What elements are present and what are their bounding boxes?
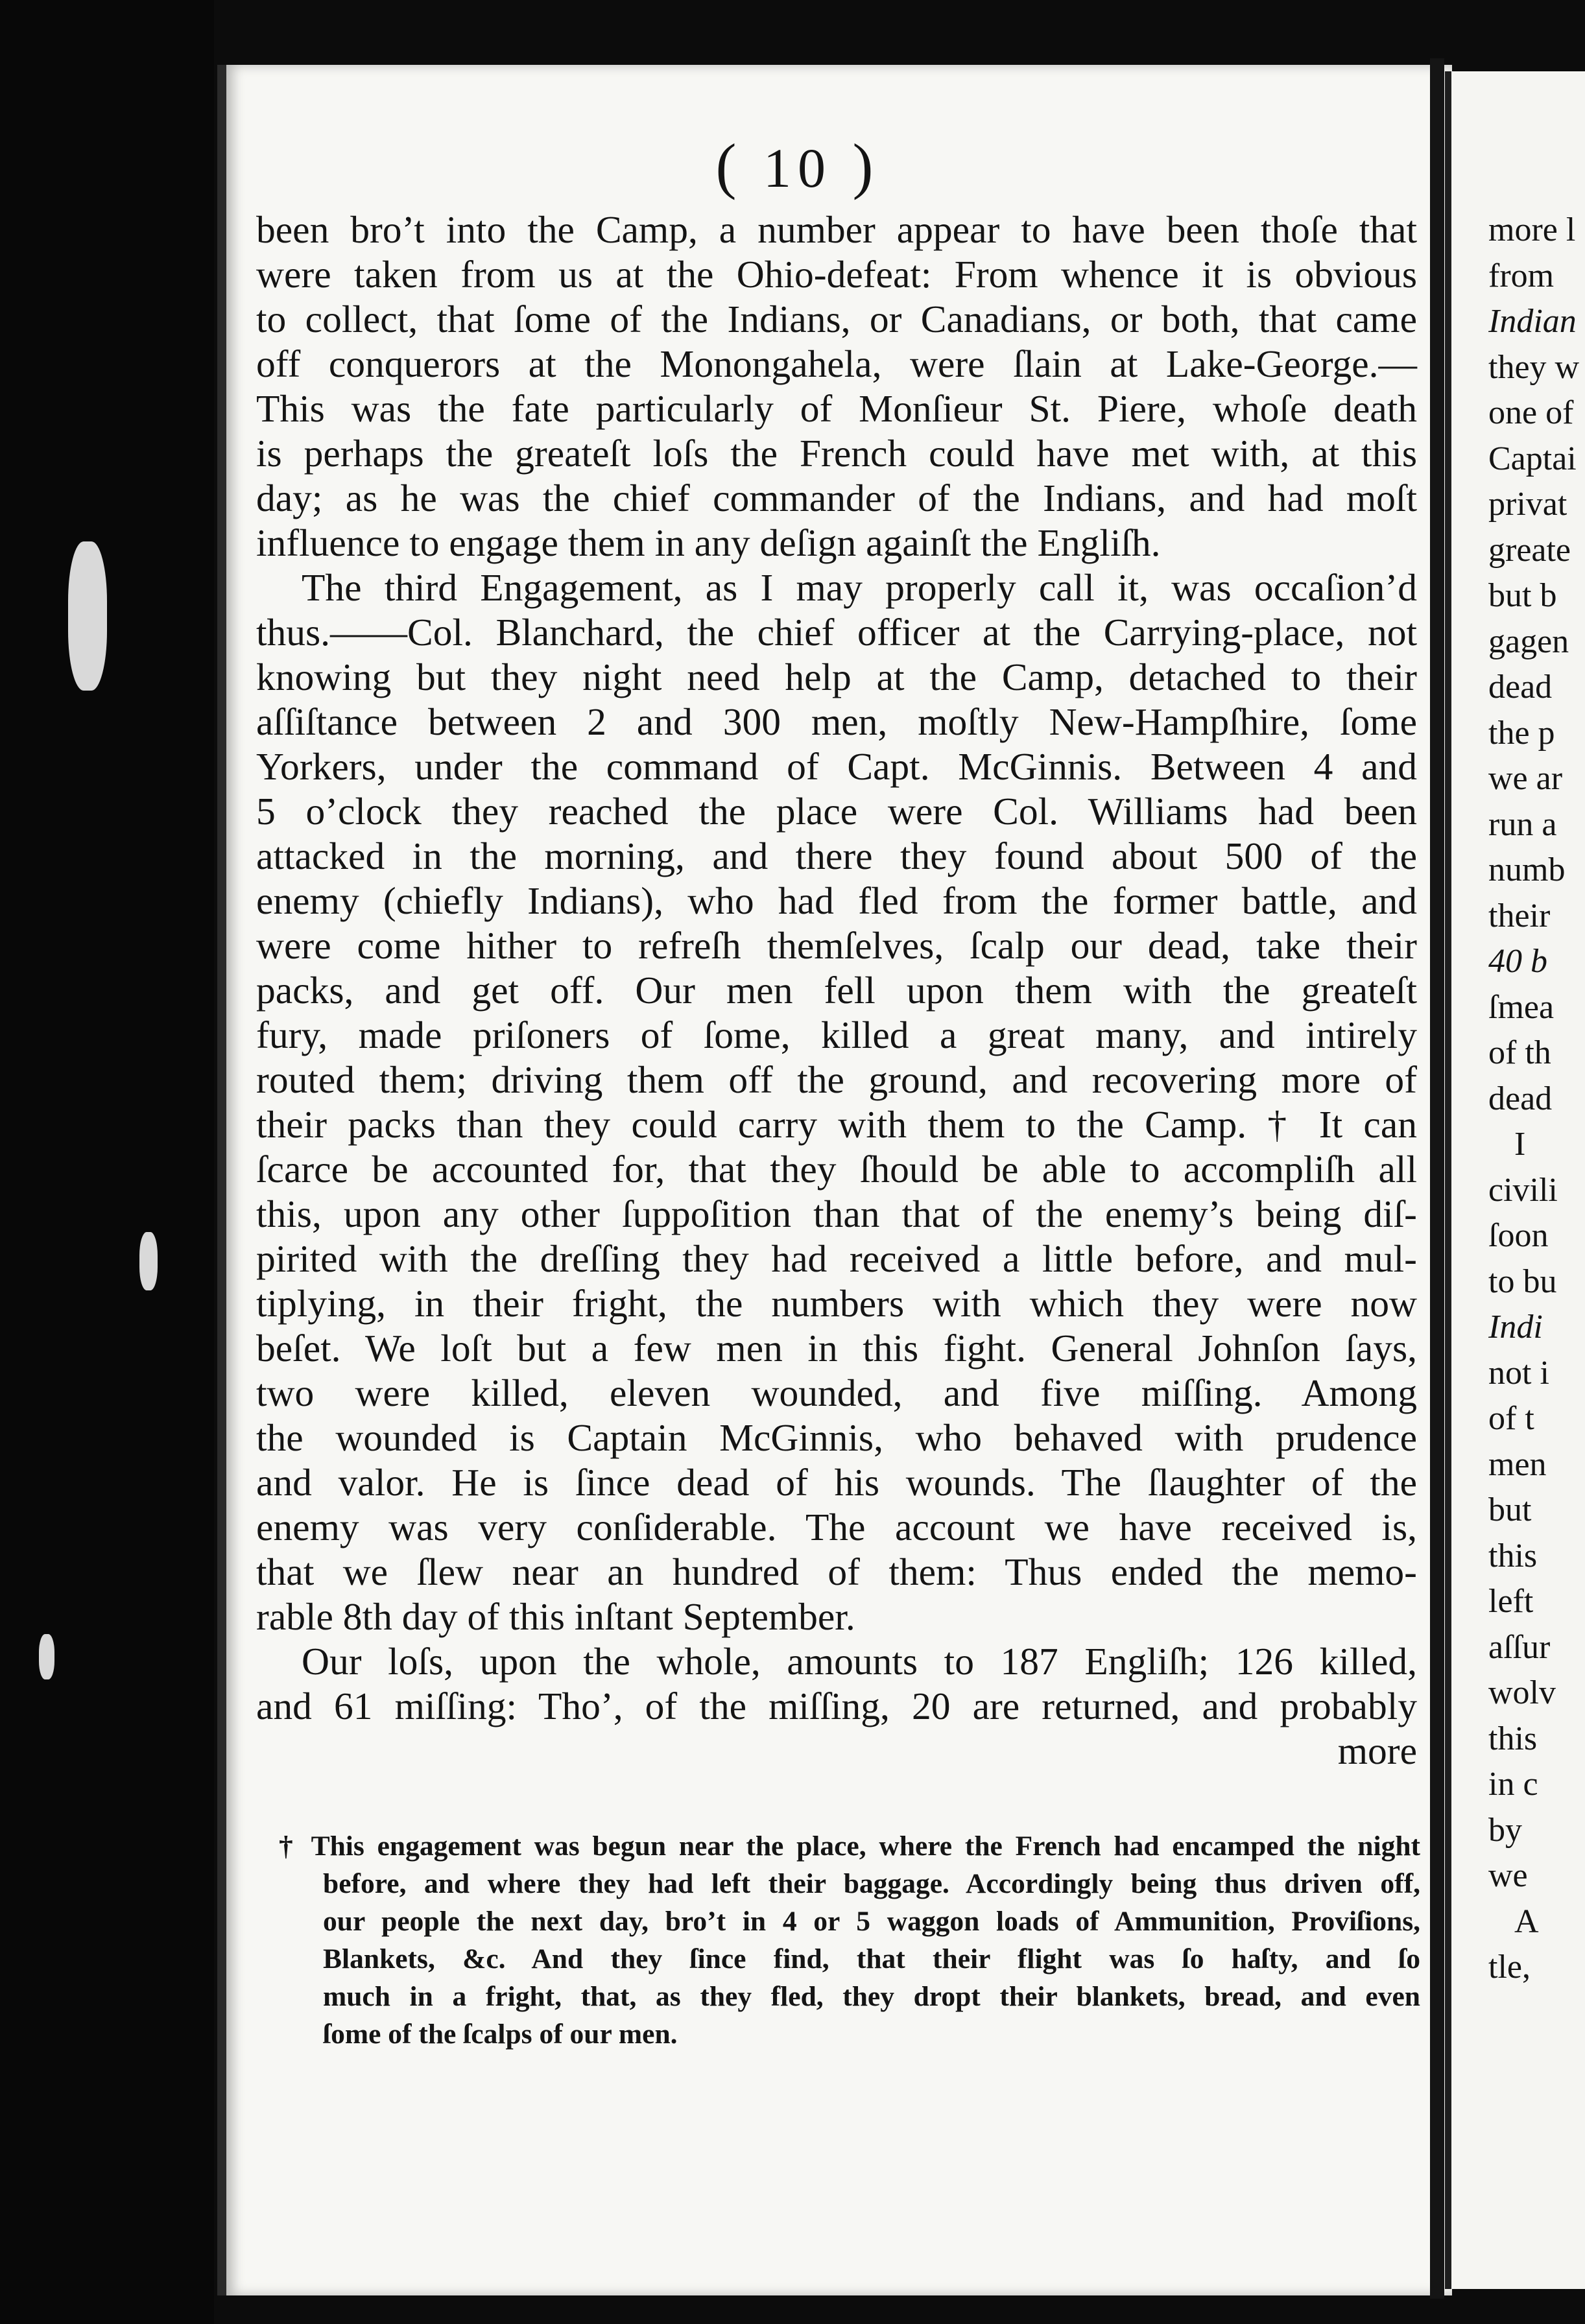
text-line: This was the fate particularly of Monſieur St. Piere, whoſe death	[256, 387, 1417, 430]
facing-line: privat	[1488, 486, 1567, 523]
text-line: day; as he was the chief commander of the Indians, and had moſt	[256, 477, 1417, 519]
facing-line: civili	[1488, 1171, 1558, 1209]
paper-fragment	[139, 1232, 158, 1290]
text-line: fury, made priſoners of ſome, killed a great many, and intirely	[256, 1014, 1417, 1056]
text-line: pirited with the dreſſing they had received a little before, and mul-	[256, 1237, 1417, 1280]
facing-line: wolv	[1488, 1674, 1556, 1711]
text-line: were come hither to refreſh themſelves, ſcalp our dead, take their	[256, 924, 1417, 967]
facing-line: this	[1488, 1720, 1538, 1757]
text-line: two were killed, eleven wounded, and five miſſing. Among	[256, 1371, 1417, 1414]
page-number	[649, 130, 947, 202]
footnote-line: before, and where they had left their baggage. Accordingly being thus driven off,	[323, 1868, 1420, 1899]
facing-line: this	[1488, 1537, 1538, 1574]
facing-page-text	[1488, 208, 1585, 1991]
facing-line: but b	[1488, 577, 1557, 614]
paper-fragment	[68, 541, 107, 691]
facing-line: A	[1514, 1903, 1539, 1940]
facing-line: more l	[1488, 211, 1576, 248]
text-line: were taken from us at the Ohio-defeat: From whence it is obvious	[256, 253, 1417, 296]
catchword: more	[1337, 1729, 1417, 1772]
facing-line: of t	[1488, 1400, 1534, 1437]
text-line: this, upon any other ſuppoſition than that of the enemy’s being diſ-	[256, 1192, 1417, 1235]
text-line: rable 8th day of this inſtant September.	[256, 1595, 855, 1638]
facing-line: 40 b	[1488, 943, 1547, 980]
page-edge-shadow	[1430, 58, 1444, 2299]
facing-line: in c	[1488, 1766, 1538, 1803]
text-line: Yorkers, under the command of Capt. McGinnis. Between 4 and	[256, 745, 1417, 788]
text-line: packs, and get off. Our men fell upon them with the greateſt	[256, 969, 1417, 1012]
text-line: attacked in the morning, and there they found about 500 of the	[256, 835, 1417, 877]
facing-line: of th	[1488, 1034, 1551, 1071]
facing-line: ſoon	[1488, 1217, 1549, 1254]
facing-line: Captai	[1488, 440, 1577, 477]
footnote-line: ſome of the ſcalps of our men.	[323, 2019, 678, 2050]
footnote-line: our people the next day, bro’t in 4 or 5 waggon loads of Ammunition, Proviſions,	[323, 1906, 1420, 1937]
text-line: The third Engagement, as I may properly call it, was occaſion’d	[302, 566, 1417, 609]
page-number-value: 10	[763, 137, 832, 199]
facing-line: dead	[1488, 669, 1553, 706]
facing-line: by	[1488, 1811, 1522, 1849]
footnote-line: Blankets, &c. And they ſince find, that their flight was ſo haſty, and ſo	[323, 1943, 1420, 1974]
text-line: thus.——Col. Blanchard, the chief officer at the Carrying-place, not	[256, 611, 1417, 654]
facing-line: numb	[1488, 851, 1566, 888]
text-line: knowing but they night need help at the Camp, detached to their	[256, 656, 1417, 698]
facing-line: one of	[1488, 394, 1574, 431]
facing-line: tle,	[1488, 1949, 1531, 1986]
main-text-column	[256, 208, 1417, 1773]
facing-line: they w	[1488, 348, 1580, 386]
text-line: that we ſlew near an hundred of them: Thus ended the memo-	[256, 1550, 1417, 1593]
text-line: to collect, that ſome of the Indians, or Canadians, or both, that came	[256, 298, 1417, 340]
facing-line: their	[1488, 897, 1551, 934]
footnote-line: † This engagement was begun near the place, where the French had encamped the night	[279, 1831, 1420, 1862]
facing-line: ſmea	[1488, 988, 1555, 1026]
facing-line: left	[1488, 1583, 1534, 1620]
facing-line: greate	[1488, 531, 1571, 569]
page-number-open-paren: (	[715, 131, 743, 200]
text-line: off conquerors at the Monongahela, were ſlain at Lake-George.—	[256, 342, 1417, 385]
facing-line: the p	[1488, 714, 1555, 752]
text-line: 5 o’clock they reached the place were Col. Williams had been	[256, 790, 1417, 833]
footnote	[279, 1827, 1420, 2053]
text-line: enemy (chiefly Indians), who had fled from the former battle, and	[256, 879, 1417, 922]
facing-line: I	[1514, 1126, 1526, 1163]
facing-line: but	[1488, 1491, 1532, 1528]
text-line: aſſiſtance between 2 and 300 men, moſtly New-Hampſhire, ſome	[256, 700, 1417, 743]
text-line: Our loſs, upon the whole, amounts to 187 Engliſh; 126 killed,	[302, 1640, 1417, 1683]
facing-line: to bu	[1488, 1263, 1557, 1300]
text-line: ſcarce be accounted for, that they ſhould be able to accompliſh all	[256, 1148, 1417, 1191]
facing-line: dead	[1488, 1080, 1553, 1117]
facing-line: from	[1488, 257, 1555, 294]
text-line: is perhaps the greateſt loſs the French could have met with, at this	[256, 432, 1417, 475]
text-line: and 61 miſſing: Tho’, of the miſſing, 20 are returned, and probably	[256, 1685, 1417, 1727]
text-line: beſet. We loſt but a few men in this fight. General Johnſon ſays,	[256, 1327, 1417, 1370]
facing-line: men	[1488, 1445, 1547, 1483]
facing-line: run a	[1488, 805, 1557, 843]
text-line: been bro’t into the Camp, a number appear to have been thoſe that	[256, 208, 1417, 251]
facing-line: not i	[1488, 1354, 1549, 1392]
facing-line: aſſur	[1488, 1628, 1551, 1666]
facing-line: we	[1488, 1857, 1528, 1894]
text-line: influence to engage them in any deſign againſt the Engliſh.	[256, 521, 1161, 564]
text-line: the wounded is Captain McGinnis, who behaved with prudence	[256, 1416, 1417, 1459]
text-line: their packs than they could carry with them to the Camp. † It can	[256, 1103, 1417, 1146]
facing-line: Indi	[1488, 1309, 1543, 1346]
page-number-close-paren: )	[852, 131, 880, 200]
text-line: and valor. He is ſince dead of his wounds. The ſlaughter of the	[256, 1461, 1417, 1504]
paper-fragment	[39, 1634, 54, 1679]
text-line: enemy was very conſiderable. The account we have received is,	[256, 1506, 1417, 1548]
facing-line: we ar	[1488, 760, 1563, 797]
facing-line: gagen	[1488, 622, 1569, 660]
text-line: routed them; driving them off the ground, and recovering more of	[256, 1058, 1417, 1101]
facing-line: Indian	[1488, 303, 1577, 340]
footnote-line: much in a fright, that, as they fled, they dropt their blankets, bread, and even	[323, 1981, 1420, 2012]
text-line: tiplying, in their fright, the numbers with which they were now	[256, 1282, 1417, 1325]
book-gutter-left	[0, 0, 214, 2324]
